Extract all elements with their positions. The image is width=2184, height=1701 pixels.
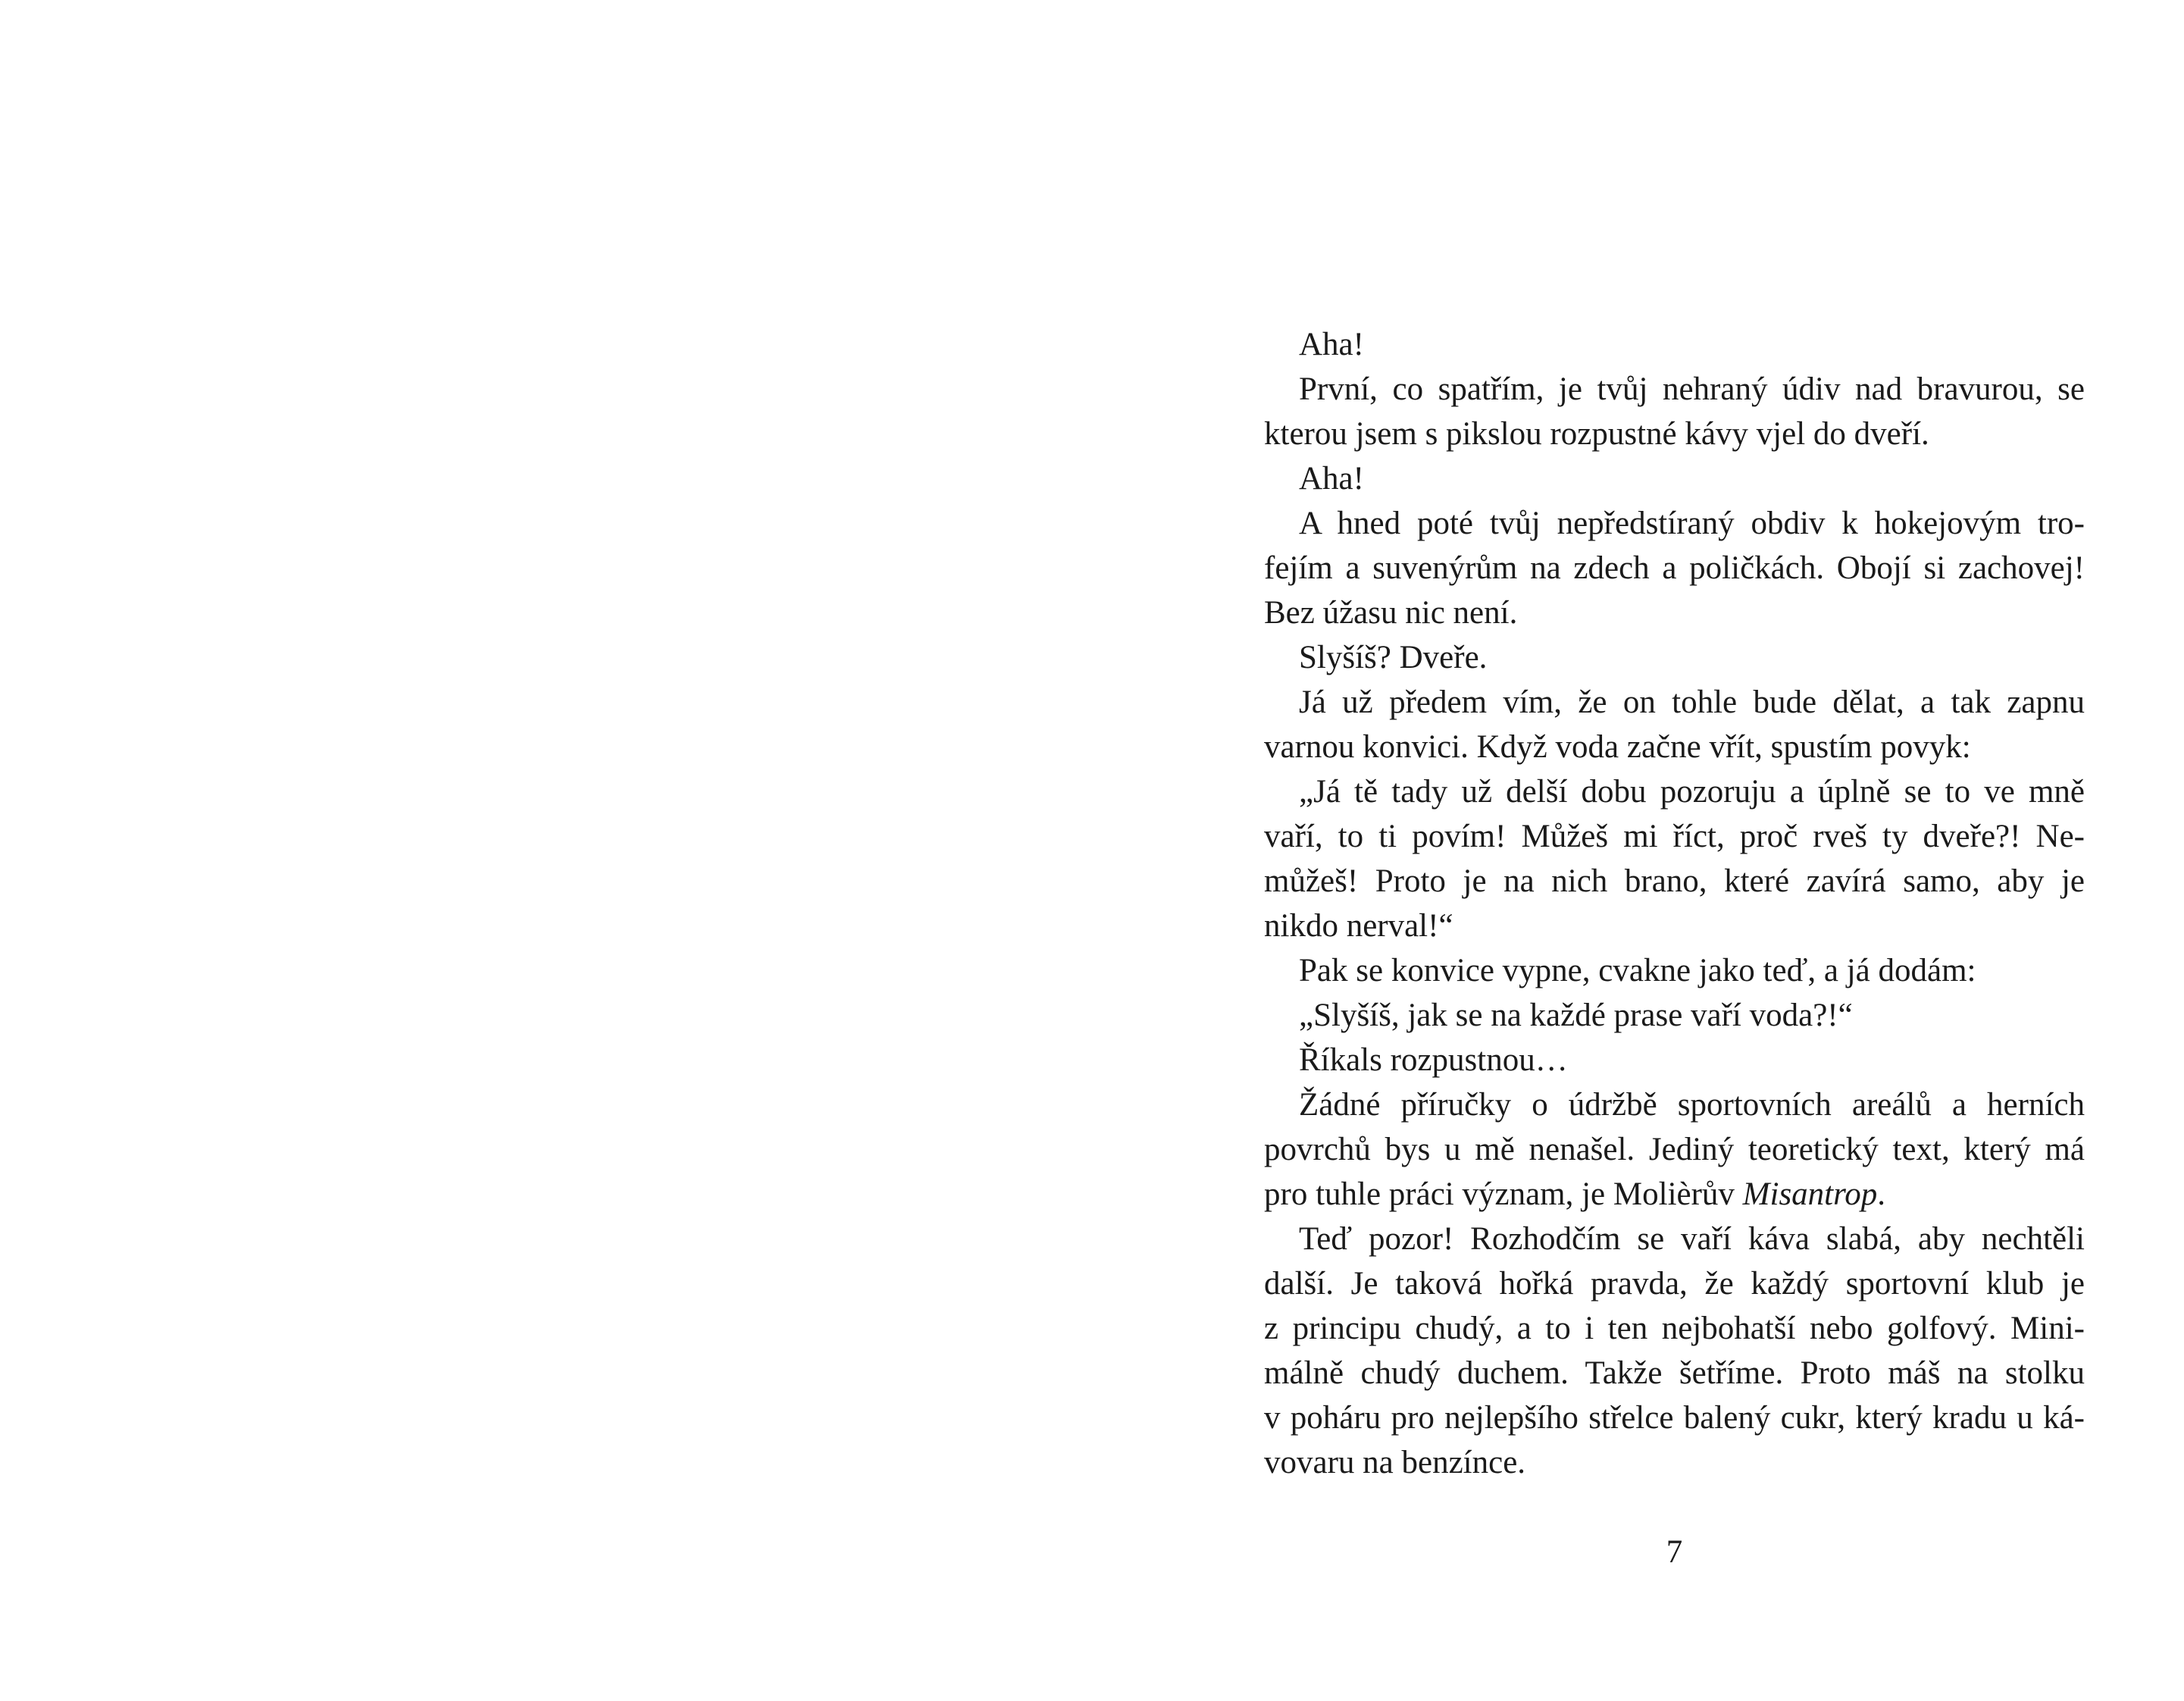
text-line: Bez úžasu nic není. — [1264, 595, 1518, 631]
text-line — [1264, 1172, 2085, 1217]
text-line: „Slyšíš, jak se na každé prase vaří voda?!“ — [1299, 998, 1853, 1033]
text-line: vovaru na benzínce. — [1264, 1445, 1526, 1480]
text-line: Slyšíš? Dveře. — [1299, 640, 1488, 675]
text-line: vaří, to ti povím! Můžeš mi říct, proč rveš ty dveře?! Ne- — [1264, 819, 2085, 854]
body-text — [1264, 322, 2085, 1485]
right-page — [1092, 0, 2184, 1701]
text-line: můžeš! Proto je na nich brano, které zavírá samo, aby je — [1264, 863, 2085, 899]
text-line: Žádné příručky o údržbě sportovních areálů a herních — [1299, 1087, 2085, 1123]
text-line: varnou konvici. Když voda začne vřít, spustím povyk: — [1264, 729, 1971, 765]
text-run: . — [1877, 1176, 1886, 1212]
text-line: v poháru pro nejlepšího střelce balený cukr, který kradu u ká- — [1264, 1400, 2085, 1436]
text-line: Teď pozor! Rozhodčím se vaří káva slabá, aby nechtěli — [1299, 1221, 2085, 1257]
text-line: fejím a suvenýrům na zdech a poličkách. Obojí si zachovej! — [1264, 550, 2085, 586]
text-line: Aha! — [1299, 461, 1364, 497]
text-line: málně chudý duchem. Takže šetříme. Proto máš na stolku — [1264, 1355, 2085, 1391]
page-number: 7 — [1666, 1534, 1683, 1570]
text-line: Já už předem vím, že on tohle bude dělat, a tak zapnu — [1299, 684, 2085, 720]
text-line: Pak se konvice vypne, cvakne jako teď, a já dodám: — [1299, 953, 1976, 988]
text-run: pro tuhle práci význam, je Molièrův — [1264, 1176, 1743, 1212]
text-line: A hned poté tvůj nepředstíraný obdiv k hokejovým tro- — [1299, 506, 2085, 541]
text-line: První, co spatřím, je tvůj nehraný údiv nad bravurou, se — [1299, 371, 2085, 407]
text-line: Aha! — [1299, 327, 1364, 362]
text-line: „Já tě tady už delší dobu pozoruju a úplně se to ve mně — [1299, 774, 2085, 810]
text-line: další. Je taková hořká pravda, že každý sportovní klub je — [1264, 1266, 2085, 1302]
text-line: kterou jsem s pikslou rozpustné kávy vjel do dveří. — [1264, 416, 1929, 452]
text-line: nikdo nerval!“ — [1264, 908, 1453, 944]
text-line: povrchů bys u mě nenašel. Jediný teoretický text, který má — [1264, 1132, 2085, 1167]
book-title-italic: Misantrop — [1742, 1176, 1878, 1212]
text-line: Říkals rozpustnou… — [1299, 1042, 1568, 1078]
text-line: z principu chudý, a to i ten nejbohatší nebo golfový. Mini- — [1264, 1311, 2085, 1346]
